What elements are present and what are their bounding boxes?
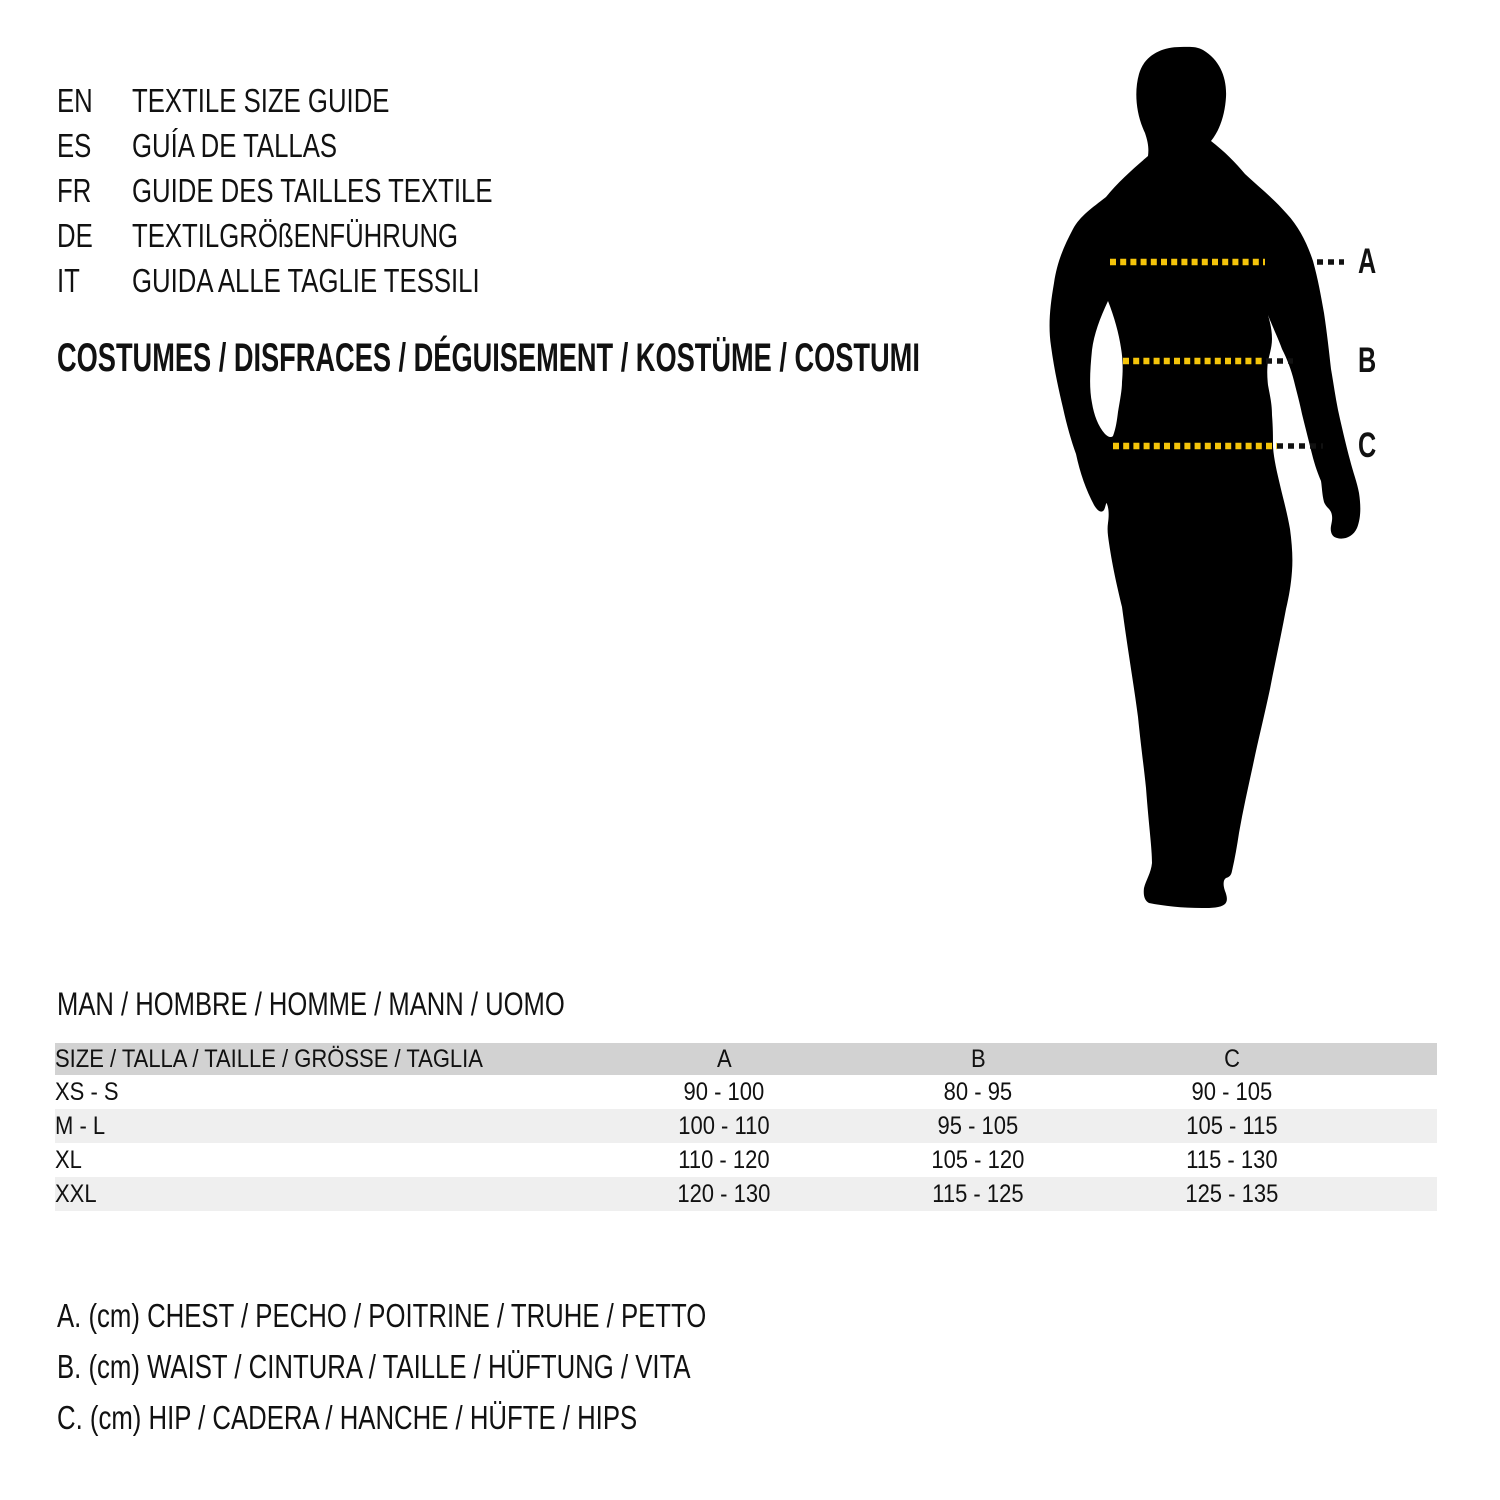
marker-label-a: A xyxy=(1358,242,1377,281)
legend-line-hip: C. (cm) HIP / CADERA / HANCHE / HÜFTE / HIPS xyxy=(57,1398,638,1436)
marker-label-b: B xyxy=(1358,341,1377,380)
table-row xyxy=(55,1143,1437,1177)
size-cell: XL xyxy=(55,1145,82,1174)
language-row-it xyxy=(57,258,594,303)
value-cell-b: 95 - 105 xyxy=(851,1109,1105,1143)
value-cell-b: 105 - 120 xyxy=(931,1145,1025,1174)
language-code: EN xyxy=(57,81,93,119)
measurement-legend xyxy=(57,1290,889,1443)
value-cell-b: 115 - 125 xyxy=(851,1177,1105,1211)
value-cell-c: 125 - 135 xyxy=(1105,1177,1359,1211)
man-silhouette-figure xyxy=(1030,40,1380,940)
column-header-a: A xyxy=(597,1043,851,1075)
value-cell-a: 110 - 120 xyxy=(678,1145,770,1174)
language-code: FR xyxy=(57,171,92,209)
size-cell: M - L xyxy=(55,1109,597,1143)
column-header-b: B xyxy=(851,1043,1105,1075)
language-code: ES xyxy=(57,126,92,164)
language-title: GUIDA ALLE TAGLIE TESSILI xyxy=(132,261,480,299)
value-cell-b: 80 - 95 xyxy=(943,1077,1013,1106)
language-title: TEXTILE SIZE GUIDE xyxy=(132,81,390,119)
language-code: IT xyxy=(57,261,80,299)
language-row-en xyxy=(57,78,594,123)
value-cell-c: 105 - 115 xyxy=(1105,1109,1359,1143)
value-cell-c: 115 - 130 xyxy=(1186,1145,1278,1174)
legend-line-waist: B. (cm) WAIST / CINTURA / TAILLE / HÜFTUNG / VITA xyxy=(57,1347,691,1385)
size-cell: XXL xyxy=(55,1177,597,1211)
legend-line-chest: A. (cm) CHEST / PECHO / POITRINE / TRUHE / PETTO xyxy=(57,1296,707,1334)
language-title: GUIDE DES TAILLES TEXTILE xyxy=(132,171,493,209)
table-row xyxy=(55,1109,1437,1143)
value-cell-c: 90 - 105 xyxy=(1191,1077,1273,1106)
value-cell-a: 120 - 130 xyxy=(597,1177,851,1211)
language-code: DE xyxy=(57,216,93,254)
size-table xyxy=(55,1043,1437,1211)
man-silhouette xyxy=(1050,47,1361,908)
language-title: TEXTILGRÖßENFÜHRUNG xyxy=(132,216,459,254)
language-row-es xyxy=(57,123,594,168)
language-list xyxy=(57,78,594,303)
size-column-header: SIZE / TALLA / TAILLE / GRÖSSE / TAGLIA xyxy=(55,1043,597,1075)
value-cell-a: 100 - 110 xyxy=(597,1109,851,1143)
value-cell-a: 90 - 100 xyxy=(683,1077,765,1106)
marker-label-c: C xyxy=(1358,426,1377,465)
language-title: GUÍA DE TALLAS xyxy=(132,126,338,164)
language-row-de xyxy=(57,213,594,258)
table-row xyxy=(55,1177,1437,1211)
size-cell: XS - S xyxy=(55,1077,119,1106)
language-row-fr xyxy=(57,168,594,213)
size-table-header-row xyxy=(55,1043,1437,1075)
category-line: COSTUMES / DISFRACES / DÉGUISEMENT / KOSTÜME / COSTUMI xyxy=(57,336,920,380)
section-title: MAN / HOMBRE / HOMME / MANN / UOMO xyxy=(57,986,565,1022)
column-header-c: C xyxy=(1105,1043,1359,1075)
header-spacer xyxy=(1359,1043,1437,1075)
table-row xyxy=(55,1075,1437,1109)
